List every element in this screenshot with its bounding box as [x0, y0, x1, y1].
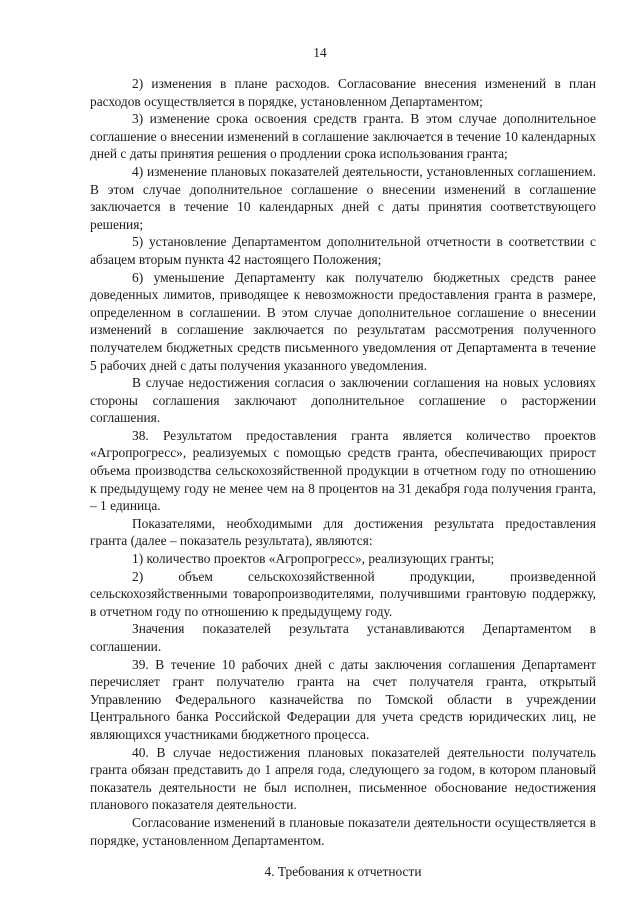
paragraph-item-4: 4) изменение плановых показателей деятельности, установленных соглашением. В этом случае дополнительное соглашение о внесении изменений в соглашение заключается в течение 10 календарных дней с даты принятия соответствующего решения;: [90, 163, 596, 232]
paragraph-indicators-intro: Показателями, необходимыми для достижения результата предоставления гранта (далее – показатель результата), являются:: [90, 515, 596, 549]
paragraph-indicator-1: 1) количество проектов «Агропрогресс», реализующих гранты;: [132, 551, 495, 567]
section-heading: 4. Требования к отчетности: [264, 864, 422, 880]
paragraph-item-6: 6) уменьшение Департаменту как получателю бюджетных средств ранее доведенных лимитов, приводящее к невозможности предоставления гранта в размере, определенном в соглашении. В этом случае дополнительное соглашение о внесении изменений в соглашение заключается по результатам рассмотрения полученного получателем бюджетных средств письменного уведомления от Департамента в течение 5 рабочих дней с даты получения указанного уведомления.: [90, 269, 596, 373]
paragraph-indicator-2: 2) объем сельскохозяйственной продукции, произведенной сельскохозяйственными товаропроизводителями, получившими грантовую поддержку, в отчетном году по отношению к предыдущему году.: [90, 568, 596, 619]
paragraph-item-3: 3) изменение срока освоения средств гранта. В этом случае дополнительное соглашение о внесении изменений в соглашение заключается в течение 10 календарных дней с даты принятия решения о продлении срока использования гранта;: [90, 111, 596, 162]
paragraph-clause-38: 38. Результатом предоставления гранта является количество проектов «Агропрогресс», реализуемых с помощью средств гранта, обеспечивающих прирост объема производства сельскохозяйственной продукции в отчетном году по отношению к предыдущему году не менее чем на 8 процентов на 31 декабря года получения гранта, – 1 единица.: [90, 427, 596, 514]
document-body: [90, 75, 596, 881]
paragraph-termination: В случае недостижения согласия о заключении соглашения на новых условиях стороны соглашения заключают дополнительное соглашение о расторжении соглашения.: [90, 375, 596, 426]
paragraph-clause-39: 39. В течение 10 рабочих дней с даты заключения соглашения Департамент перечисляет грант получателю гранта на счет получателя гранта, открытый Управлению Федерального казначейства по Томской области в учреждении Центрального банка Российской Федерации для учета средств юридических лиц, не являющихся участниками бюджетного процесса.: [90, 656, 596, 742]
paragraph-clause-40: 40. В случае недостижения плановых показателей деятельности получатель гранта обязан представить до 1 апреля года, следующего за годом, в котором плановый показатель деятельности не был исполнен, письменное обоснование недостижения планового показателя деятельности.: [90, 744, 596, 813]
paragraph-item-5: 5) установление Департаментом дополнительной отчетности в соответствии с абзацем вторым пункта 42 настоящего Положения;: [90, 234, 596, 267]
paragraph-indicator-values: Значения показателей результата устанавливаются Департаментом в соглашении.: [90, 621, 596, 654]
paragraph-approval: Согласование изменений в плановые показатели деятельности осуществляется в порядке, установленном Департаментом.: [90, 814, 596, 848]
page-number: 14: [313, 45, 327, 60]
paragraph-item-2: 2) изменения в плане расходов. Согласование внесения изменений в план расходов осуществляется в порядке, установленном Департаментом;: [90, 76, 596, 109]
